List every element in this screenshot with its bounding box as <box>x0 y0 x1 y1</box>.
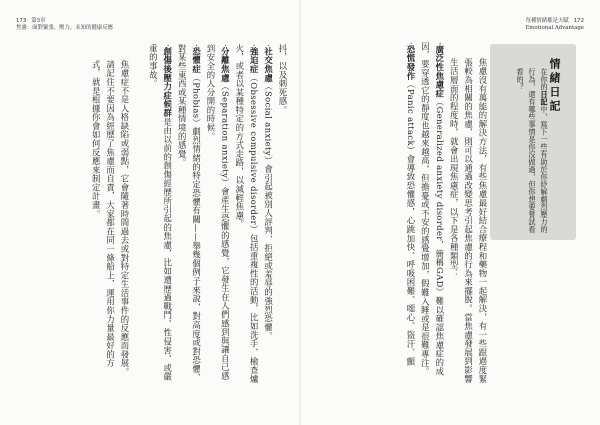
term-phobias-en: （Phobias） <box>191 73 202 128</box>
text-ptsd: 是由以前的創傷經歷所引起的焦慮，比如遭歷過戰鬥、性侵害、或嚴重的事故。 <box>148 44 173 382</box>
term-ptsd: 創傷後壓力症候群 <box>162 47 173 118</box>
left-page-number: 173 <box>16 18 27 24</box>
left-page-closing <box>28 44 132 384</box>
journal-prefix: 在你的 <box>540 68 549 91</box>
left-page-list <box>148 44 290 384</box>
book-gutter <box>299 0 301 425</box>
left-chapter-title: 焦慮：面對緊張、壓力、未知的健康反應 <box>16 25 114 31</box>
text-gad: 難以確認焦慮症的成因，要穿透它的靜度也越來越高，但擔憂或不安的感覺增加，假難入睡或是很難專注。 <box>420 42 445 377</box>
left-chapter-label: 第5章 <box>31 18 46 24</box>
text-ocd: 包括重複性的活動，比如洗手、檢查爐火，或者以某種特定的方式走路，以減輕焦慮。 <box>234 44 260 384</box>
left-intro-line: 抖，以及刺死感。 <box>278 44 288 115</box>
journal-text: 中，寫下一些有助於你紓解劇烈壓力的行為，還有哪些事情是你沒做過，但你想要嘗試看看的？ <box>516 68 549 233</box>
term-ocd: 強迫症 <box>249 47 260 74</box>
journal-prompt <box>498 68 550 233</box>
right-page-number: 172 <box>573 18 584 24</box>
term-gad: 廣泛性焦慮症 <box>434 45 445 98</box>
left-running-head <box>16 18 113 32</box>
term-panic-en: （Panic attack） <box>405 80 416 155</box>
text-social: 會引起被別人評判、拒絕或羞辱的強烈恐懼。 <box>263 164 274 341</box>
list-item-phobias: ‧恐懼症（Phobias）劇烈情緒的特定恐懼有關——舉幾個例子來說，對高度或對恐懼、對某些東西或某種情境的感覺。 <box>177 44 202 383</box>
term-separation: 分離焦慮 <box>220 47 231 83</box>
term-gad-en: （Generalized anxiety disorder，簡稱GAD） <box>434 97 445 297</box>
journal-title: 情緒日記 <box>548 58 561 114</box>
right-intro-paragraph: 焦慮沒有萬能的解決方法，有些焦慮最好結合療程和藥物一起解決，有一些跟過度緊張較為相關的焦慮，則可以通過改變思考引起焦慮的行為來擺脫。當焦慮發展到影響生活層面的程度時，就會出現焦慮症，以下是各種類型： <box>449 58 488 384</box>
term-separation-en: （Separation anxiety） <box>220 82 231 188</box>
text-phobias: 劇烈情緒的特定恐懼有關——舉幾個例子來說，對高度或對恐懼、對某些東西或某種情境的感覺。 <box>177 44 202 383</box>
term-social-en: （Social anxiety） <box>263 82 274 165</box>
term-panic: 恐慌發作 <box>405 45 416 81</box>
list-item-panic: ‧恐慌發作（Panic attack）會導致恐懼感，心跳加快、呼吸困難、噁心、盜汗、顫 <box>405 42 416 366</box>
term-social: 社交焦慮 <box>263 47 274 83</box>
list-item-gad: ‧廣泛性焦慮症（Generalized anxiety disorder，簡稱GAD）難以確認焦慮症的成因，要穿透它的靜度也越來越高，但擔憂或不安的感覺增加，假難入睡或是很難專注。 <box>420 42 445 377</box>
term-phobias: 恐懼症 <box>191 47 202 74</box>
journal-keyword: 日記 <box>540 90 549 106</box>
right-book-subtitle: Emotional Advantage <box>525 25 584 31</box>
closing-paragraph: 焦慮症不是人格缺陷或弱點，它會隨著時間過去或對特定生活事件的反應而發展。請記住不要因為經歷了焦慮而自責，大家都在同一條船上，運用你力量最好的方式，就是根據你會如何反應來制定計畫。 <box>91 60 130 377</box>
list-item-ocd: ‧強迫症（Obsessive compulsive disorder）包括重複性的活動，比如洗手、檢查爐火，或者以某種特定的方式走路，以減輕焦慮。 <box>234 44 260 384</box>
right-page-body <box>330 42 490 384</box>
list-item-ptsd: ‧創傷後壓力症候群是由以前的創傷經歷所引起的焦慮，比如遭歷過戰鬥、性侵害、或嚴重的事故。 <box>148 44 173 382</box>
right-book-title: 每種情緒都是天賦 <box>525 18 569 24</box>
list-item-separation: ‧分離焦慮（Separation anxiety）會產生恐懼的感覺，它發生在人們感到與讓自己感到安全的人分開的時候。 <box>205 44 231 381</box>
right-running-head <box>525 18 584 32</box>
text-panic: 會導致恐懼感，心跳加快、呼吸困難、噁心、盜汗、顫 <box>405 154 416 366</box>
emotion-journal-box <box>490 44 576 240</box>
text-separation: 會產生恐懼的感覺，它發生在人們感到與讓自己感到安全的人分開的時候。 <box>205 44 231 381</box>
list-item-social: ‧社交焦慮（Social anxiety）會引起被別人評判、拒絕或羞辱的強烈恐懼。 <box>263 44 274 341</box>
term-ocd-en: （Obsessive compulsive disorder） <box>249 73 260 234</box>
